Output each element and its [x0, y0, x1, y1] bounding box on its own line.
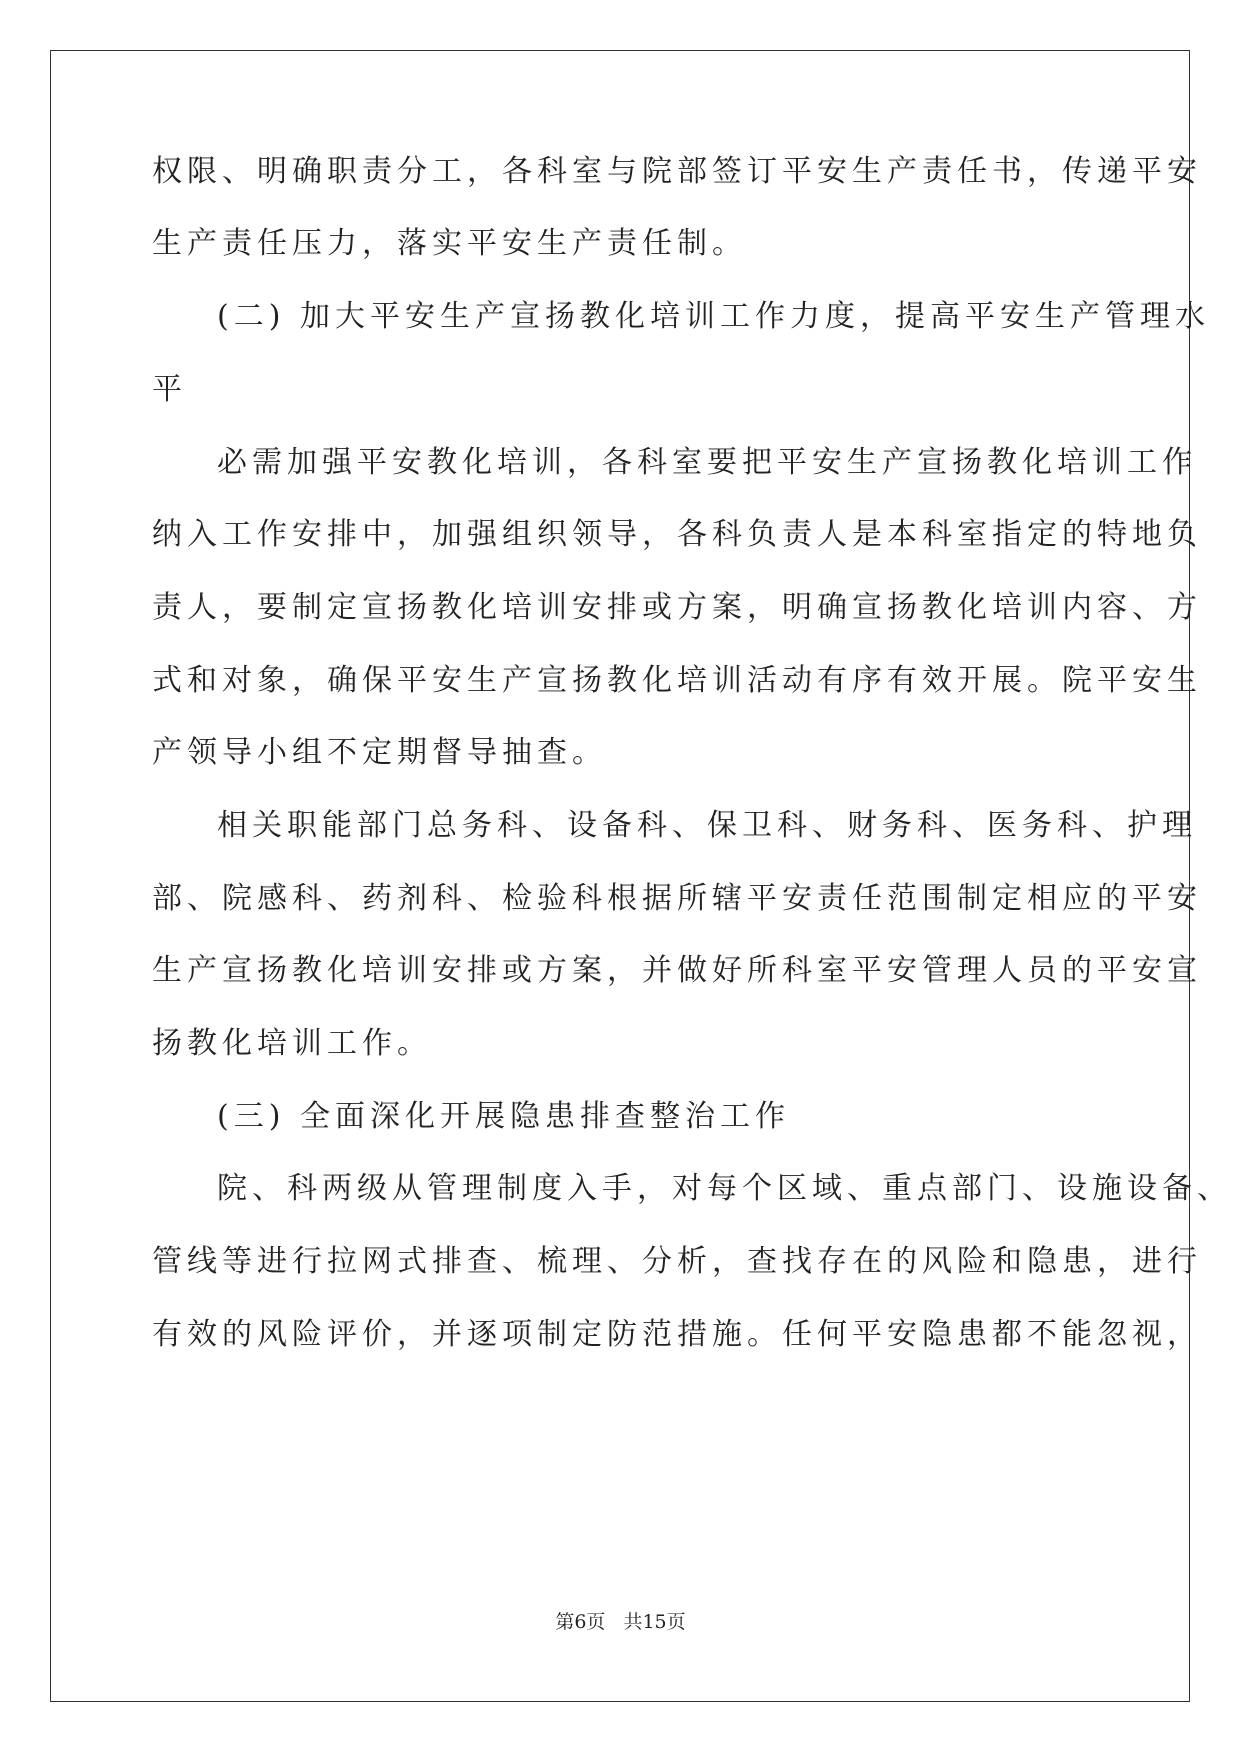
- text-line: 管线等进行拉网式排查、梳理、分析，查找存在的风险和隐患，进行: [152, 1244, 1202, 1279]
- section-heading-continuation: 平: [152, 372, 187, 407]
- text-line: 部、院感科、药剂科、检验科根据所辖平安责任范围制定相应的平安: [152, 881, 1202, 916]
- text-line: 有效的风险评价，并逐项制定防范措施。任何平安隐患都不能忽视，: [152, 1317, 1202, 1352]
- total-pages: 共15页: [623, 1611, 686, 1633]
- text-line: 相关职能部门总务科、设备科、保卫科、财务科、医务科、护理: [217, 808, 1197, 843]
- text-line: 必需加强平安教化培训，各科室要把平安生产宣扬教化培训工作: [217, 445, 1197, 480]
- text-line: 纳入工作安排中，加强组织领导，各科负责人是本科室指定的特地负: [152, 517, 1202, 552]
- section-heading: (二) 加大平安生产宣扬教化培训工作力度，提高平安生产管理水: [217, 299, 1210, 334]
- text-line: 责人，要制定宣扬教化培训安排或方案，明确宣扬教化培训内容、方: [152, 590, 1202, 625]
- text-line: 产领导小组不定期督导抽查。: [152, 735, 607, 770]
- text-line: 院、科两级从管理制度入手，对每个区域、重点部门、设施设备、: [217, 1171, 1232, 1206]
- text-line: 扬教化培训工作。: [152, 1026, 432, 1061]
- section-heading: (三) 全面深化开展隐患排查整治工作: [217, 1099, 790, 1134]
- text-line: 权限、明确职责分工，各科室与院部签订平安生产责任书，传递平安: [152, 154, 1202, 189]
- text-line: 生产责任压力，落实平安生产责任制。: [152, 226, 747, 261]
- current-page-number: 第6页: [555, 1611, 606, 1633]
- text-line: 生产宣扬教化培训安排或方案，并做好所科室平安管理人员的平安宣: [152, 953, 1202, 988]
- text-line: 式和对象，确保平安生产宣扬教化培训活动有序有效开展。院平安生: [152, 663, 1202, 698]
- page-footer: [0, 1610, 1241, 1634]
